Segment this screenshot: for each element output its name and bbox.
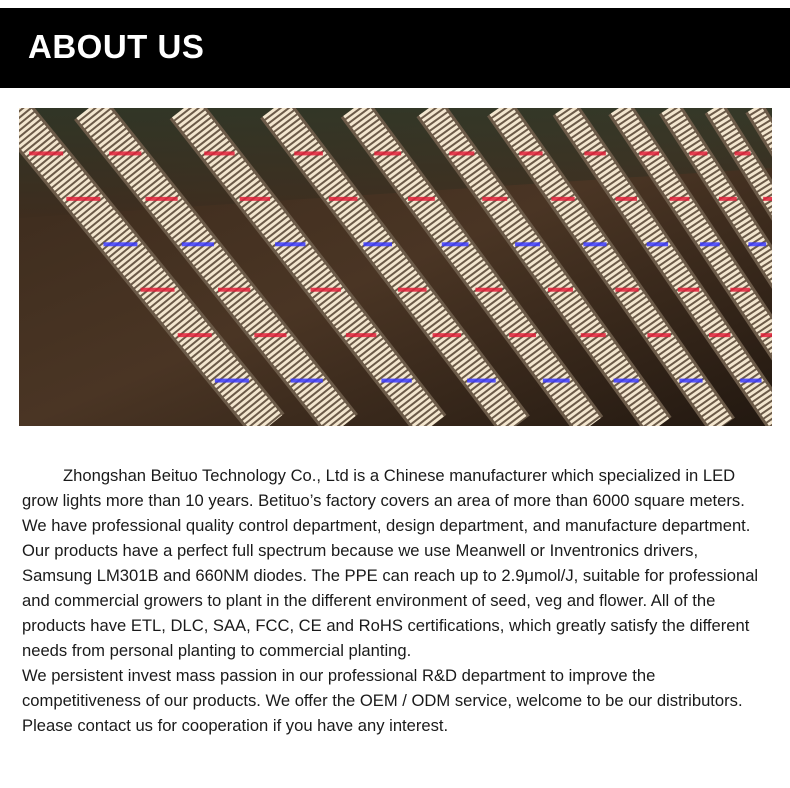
- diode-accent: [690, 151, 708, 155]
- diode-accent: [584, 151, 605, 155]
- diode-accent: [763, 197, 772, 201]
- diode-accent: [467, 379, 496, 383]
- diode-accent: [639, 151, 659, 155]
- diode-accent: [109, 151, 141, 155]
- diode-accent: [647, 242, 668, 246]
- diode-accent: [709, 333, 730, 337]
- diode-accent: [748, 242, 766, 246]
- diode-accent: [616, 197, 637, 201]
- diode-accent: [583, 242, 606, 246]
- intro-paragraph: Zhongshan Beituo Technology Co., Ltd is a Chinese manufacturer which specialized in LED grow lights more than 10 years. Betituo’s factory covers an area of more than 6000 square meters. We have professional quality control department, design department, and manufacture department. Our products have a perfect full spectrum because we use Meanwell or Inventronics drivers, Samsung LM301B and 660NM diodes. The PPE can reach up to 2.9μmol/J, suitable for professional and commercial growers to plant in the different environment of seed, veg and flower. All of the products have ETL, DLC, SAA, FCC, CE and RoHS certifications, which greatly satisfy the different needs from personal planting to commercial planting.: [22, 466, 759, 660]
- diode-accent: [311, 288, 341, 292]
- diode-accent: [254, 333, 286, 337]
- diode-accent: [509, 333, 536, 337]
- diode-accent: [218, 288, 250, 292]
- diode-accent: [740, 379, 761, 383]
- diode-accent: [204, 151, 234, 155]
- diode-accent: [103, 242, 137, 246]
- diode-accent: [329, 197, 358, 201]
- diode-accent: [240, 197, 270, 201]
- diode-accent: [670, 197, 690, 201]
- photo-illustration: [19, 108, 772, 426]
- diode-accent: [519, 151, 542, 155]
- diode-accent: [548, 288, 573, 292]
- diode-accent: [215, 379, 249, 383]
- diode-accent: [449, 151, 474, 155]
- diode-accent: [275, 242, 305, 246]
- diode-accent: [581, 333, 606, 337]
- diode-accent: [145, 197, 177, 201]
- diode-accent: [615, 288, 638, 292]
- diode-accent: [700, 242, 720, 246]
- diode-accent: [614, 379, 639, 383]
- diode-accent: [442, 242, 469, 246]
- diode-accent: [66, 197, 100, 201]
- diode-accent: [408, 197, 435, 201]
- diode-accent: [647, 333, 670, 337]
- diode-accent: [730, 288, 750, 292]
- diode-accent: [178, 333, 212, 337]
- diode-accent: [381, 379, 411, 383]
- diode-accent: [719, 197, 737, 201]
- diode-accent: [551, 197, 574, 201]
- diode-accent: [515, 242, 540, 246]
- diode-accent: [291, 379, 323, 383]
- diode-accent: [29, 151, 63, 155]
- diode-accent: [678, 288, 699, 292]
- diode-accent: [363, 242, 392, 246]
- diode-accent: [141, 288, 175, 292]
- diode-accent: [398, 288, 427, 292]
- diode-accent: [475, 288, 502, 292]
- diode-accent: [761, 333, 772, 337]
- rd-paragraph: We persistent invest mass passion in our professional R&D department to improve the competitiveness of our products. We offer the OEM / ODM service, welcome to be our distributors. Please contact us for cooperation if you have any interest.: [22, 666, 743, 735]
- diode-accent: [433, 333, 462, 337]
- diode-accent: [374, 151, 401, 155]
- page-title: ABOUT US: [28, 28, 205, 65]
- diode-accent: [482, 197, 507, 201]
- diode-accent: [294, 151, 323, 155]
- diode-accent: [543, 379, 570, 383]
- led-grow-light-bars-photo: [19, 108, 772, 426]
- diode-accent: [182, 242, 214, 246]
- about-description: [22, 463, 772, 738]
- diode-accent: [735, 151, 751, 155]
- about-us-header: [0, 8, 790, 88]
- diode-accent: [346, 333, 376, 337]
- diode-accent: [679, 379, 702, 383]
